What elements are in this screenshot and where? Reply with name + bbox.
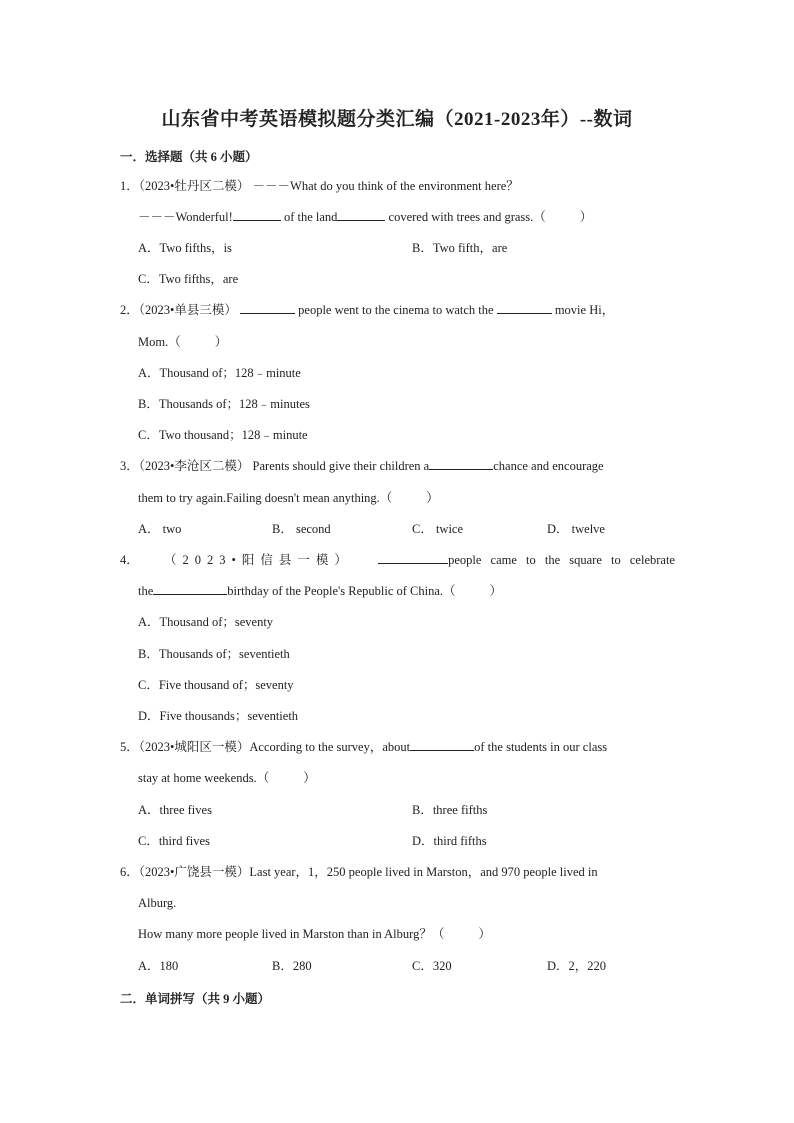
question-number: 1． (120, 179, 139, 193)
question-text: people went to the cinema to watch the (298, 303, 494, 317)
option-c: C．Two fifths，are (138, 272, 239, 286)
section-heading-choice: 一．选择题（共 6 小题） (120, 150, 258, 164)
answer-blank (240, 302, 295, 314)
question-text: them to try again.Failing doesn't mean anything.（ (138, 491, 393, 505)
option-d: D．third fifths (412, 834, 487, 848)
question-text: Parents should give their children a (252, 459, 430, 473)
option-a: A．Two fifths，is (138, 241, 232, 255)
question-text: chance and encourage (493, 459, 604, 473)
question-text: Mom.（ (138, 335, 181, 349)
question-text: ） (426, 491, 439, 505)
option-b: B．three fifths (412, 803, 488, 817)
question-text: －－－Wonderful! (138, 210, 233, 224)
section-heading-spelling: 二．单词拼写（共 9 小题） (120, 992, 271, 1006)
question-text: of the land (283, 210, 338, 224)
question-source: （2023•牡丹区二模） (138, 179, 250, 193)
question-text: of the students in our class (474, 740, 608, 754)
option-b: B．280 (272, 959, 312, 973)
question-6-stem (120, 864, 598, 880)
question-2-line2 (138, 334, 227, 350)
option-d: D．2，220 (547, 959, 607, 973)
question-text: How many more people lived in Marston than in Alburg？（ (138, 927, 445, 941)
question-number: 3． (120, 459, 139, 473)
question-text: －－－What do you think of the environment here？ (252, 179, 519, 193)
question-number: 6． (120, 865, 139, 879)
option-b: B． second (272, 522, 331, 536)
answer-blank (337, 209, 385, 221)
question-number: 2． (120, 303, 139, 317)
option-b: B．Two fifth，are (412, 241, 508, 255)
question-4-line2 (138, 583, 502, 599)
option-a: A． two (138, 522, 182, 536)
question-text: movie Hi， (554, 303, 615, 317)
question-5-line2 (138, 770, 316, 786)
option-a: A．180 (138, 959, 179, 973)
option-a: A．three fives (138, 803, 212, 817)
question-1-stem (120, 178, 519, 194)
question-text: ） (478, 927, 491, 941)
option-a: A．Thousand of；128﹣minute (138, 366, 301, 380)
question-text: birthday of the People's Republic of China.（ (227, 584, 456, 598)
option-b: B．Thousands of；128﹣minutes (138, 397, 310, 411)
question-text: According to the survey，about (249, 740, 411, 754)
question-6-line3 (138, 926, 491, 942)
question-4-stem (120, 552, 675, 568)
question-text: ） (579, 210, 593, 224)
option-c: C．third fives (138, 834, 210, 848)
question-text: ） (489, 584, 503, 598)
answer-blank (233, 209, 281, 221)
answer-blank (429, 458, 493, 470)
question-2-stem (120, 302, 614, 318)
question-source: （2023•单县三模） (138, 303, 237, 317)
question-text: covered with trees and grass.（ (388, 210, 546, 224)
option-b: B．Thousands of；seventieth (138, 647, 290, 661)
question-6-line2: Alburg. (138, 896, 177, 910)
answer-blank (410, 739, 474, 751)
option-d: D．Five thousands；seventieth (138, 709, 299, 723)
question-text: Last year，1，250 people lived in Marston，and 970 people lived in (249, 865, 598, 879)
page-title: 山东省中考英语模拟题分类汇编（2021-2023年）--数词 (161, 109, 633, 130)
question-3-stem (120, 458, 604, 474)
answer-blank (378, 552, 448, 564)
question-text: ） (303, 771, 316, 785)
option-c: C．Two thousand；128﹣minute (138, 428, 308, 442)
question-source: （2023•李沧区二模） (138, 459, 250, 473)
option-c: C．320 (412, 959, 452, 973)
answer-blank (153, 583, 227, 595)
question-source: （2023•城阳区一模） (138, 740, 250, 754)
answer-blank (497, 302, 552, 314)
question-text: ） (214, 335, 228, 349)
question-source: （2023•阳信县一模） (163, 553, 353, 567)
question-source: （2023•广饶县一模） (138, 865, 250, 879)
option-c: C． twice (412, 522, 464, 536)
question-number: 5． (120, 740, 139, 754)
question-text: people came to the square to celebrate (448, 553, 675, 567)
option-d: D． twelve (547, 522, 605, 536)
question-number: 4． (120, 553, 139, 567)
option-c: C．Five thousand of；seventy (138, 678, 294, 692)
question-text: the (138, 584, 154, 598)
question-5-stem (120, 739, 607, 755)
option-a: A．Thousand of；seventy (138, 615, 274, 629)
question-text: stay at home weekends.（ (138, 771, 270, 785)
question-1-line2 (138, 209, 592, 225)
question-3-line2 (138, 490, 439, 506)
